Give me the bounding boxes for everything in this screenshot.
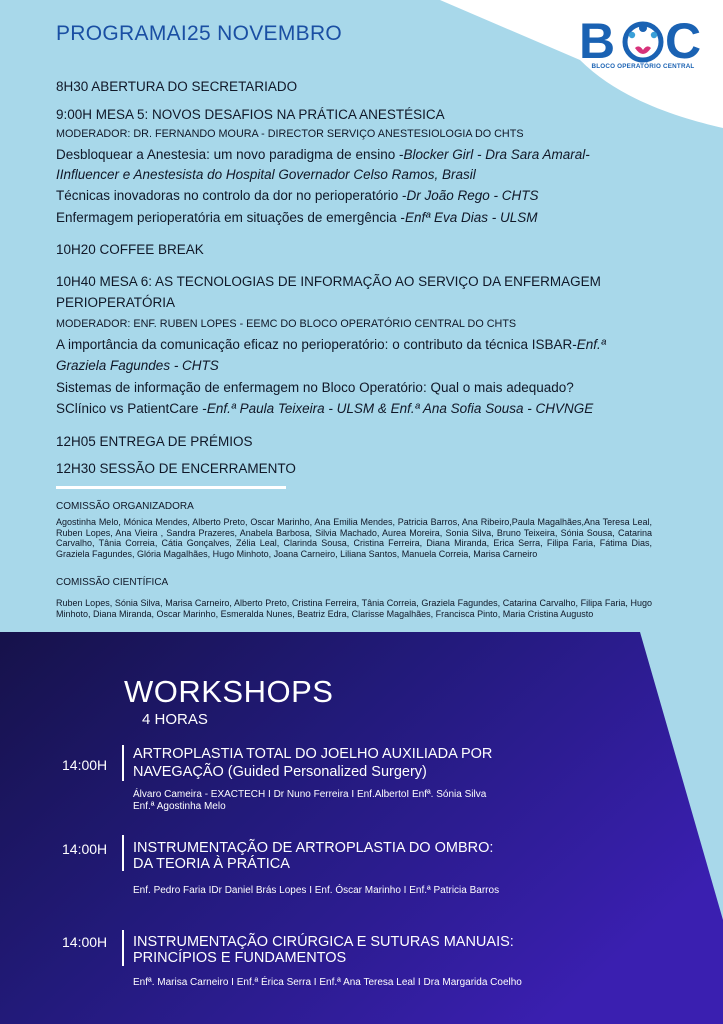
talk-5-title: SClínico vs PatientCare - bbox=[56, 401, 207, 416]
workshop-3-title-line2: PRINCÍPIOS E FUNDAMENTOS bbox=[133, 950, 347, 966]
prog-line-talk-4-cont: Graziela Fagundes - CHTS bbox=[56, 358, 219, 373]
workshop-2-bar bbox=[122, 835, 124, 871]
workshop-1-bar bbox=[122, 745, 124, 781]
prog-line-talk-4 bbox=[56, 337, 696, 352]
workshop-2-people: Enf. Pedro Faria IDr Daniel Brás Lopes I Enf. Óscar Marinho I Enf.ª Patricia Barros bbox=[133, 885, 500, 896]
talk-3-title: Enfermagem perioperatória em situações de emergência - bbox=[56, 210, 405, 225]
sci-committee-members: Ruben Lopes, Sónia Silva, Marisa Carneiro, Alberto Preto, Cristina Ferreira, Tânia Correia, Graziela Fagundes, Catarina Carvalho, Filipa Faria, Hugo Minhoto, Diana Miranda, Oscar Marinho, Esmeralda Nunes, Beatriz Edra, Clarisse Magalhães, Francisca Pinto, Maria Cristina Augusto bbox=[56, 598, 652, 619]
talk-4-title: A importância da comunicação eficaz no perioperatório: o contributo da técnica ISBAR- bbox=[56, 337, 577, 352]
talk-2-title: Técnicas inovadoras no controlo da dor no perioperatório - bbox=[56, 188, 407, 203]
prog-line-talk-3 bbox=[56, 210, 696, 225]
workshop-2-title-line1: INSTRUMENTAÇÃO DE ARTROPLASTIA DO OMBRO: bbox=[133, 840, 494, 856]
prog-line-closing: 12H30 SESSÃO DE ENCERRAMENTO bbox=[56, 461, 296, 476]
prog-line-talk-2 bbox=[56, 188, 696, 203]
page-title: PROGRAMAI25 NOVEMBRO bbox=[56, 22, 343, 45]
prog-line-talk-5: Sistemas de informação de enfermagem no Bloco Operatório: Qual o mais adequado? bbox=[56, 380, 574, 395]
workshop-2-title-line2: DA TEORIA À PRÁTICA bbox=[133, 856, 290, 872]
talk-1-title: Desbloquear a Anestesia: um novo paradigma de ensino - bbox=[56, 147, 404, 162]
section-divider bbox=[56, 486, 286, 489]
workshop-1-title-line1: ARTROPLASTIA TOTAL DO JOELHO AUXILIADA POR bbox=[133, 746, 493, 762]
prog-line-coffee: 10H20 COFFEE BREAK bbox=[56, 242, 204, 257]
workshop-3-title-line1: INSTRUMENTAÇÃO CIRÚRGICA E SUTURAS MANUAIS: bbox=[133, 934, 514, 950]
workshop-1-title-line2: NAVEGAÇÃO (Guided Personalized Surgery) bbox=[133, 764, 427, 780]
talk-4-speaker: Enf.ª bbox=[576, 337, 606, 352]
svg-text:C: C bbox=[665, 13, 702, 69]
sci-committee-title: COMISSÃO CIENTÍFICA bbox=[56, 577, 169, 588]
org-committee-title: COMISSÃO ORGANIZADORA bbox=[56, 501, 194, 512]
workshop-1-people-line2: Enf.ª Agostinha Melo bbox=[133, 801, 226, 812]
talk-5-speaker: Enf.ª Paula Teixeira - ULSM & Enf.ª Ana Sofia Sousa - CHVNGE bbox=[206, 401, 594, 416]
talk-1-speaker: Blocker Girl - Dra Sara Amaral- bbox=[403, 147, 590, 162]
prog-line-opening: 8H30 ABERTURA DO SECRETARIADO bbox=[56, 79, 298, 94]
workshops-duration: 4 HORAS bbox=[142, 711, 208, 728]
talk-3-speaker: Enfª Eva Dias - ULSM bbox=[404, 210, 538, 225]
logo-subtitle: BLOCO OPERATÓRIO CENTRAL bbox=[591, 63, 695, 70]
workshop-1-people-line1: Álvaro Cameira - EXACTECH I Dr Nuno Ferreira I Enf.AlbertoI Enfª. Sónia Silva bbox=[133, 789, 487, 800]
prog-line-talk-1 bbox=[56, 147, 696, 162]
workshop-2-time: 14:00H bbox=[62, 841, 108, 857]
prog-line-mesa6: 10H40 MESA 6: AS TECNOLOGIAS DE INFORMAÇÃO AO SERVIÇO DA ENFERMAGEM bbox=[56, 274, 601, 289]
prog-line-talk-5-cont bbox=[56, 401, 696, 416]
workshop-1-time: 14:00H bbox=[62, 757, 108, 773]
workshop-3-bar bbox=[122, 930, 124, 966]
prog-line-moderator-5: MODERADOR: DR. FERNANDO MOURA - DIRECTOR SERVIÇO ANESTESIOLOGIA DO CHTS bbox=[56, 128, 524, 140]
talk-2-speaker: Dr João Rego - CHTS bbox=[406, 188, 539, 203]
svg-text:B: B bbox=[579, 13, 616, 69]
workshop-3-people: Enfª. Marisa Carneiro I Enf.ª Érica Serra I Enf.ª Ana Teresa Leal I Dra Margarida Coelho bbox=[133, 977, 522, 988]
workshop-3-time: 14:00H bbox=[62, 934, 108, 950]
prog-line-moderator-6: MODERADOR: ENF. RUBEN LOPES - EEMC DO BLOCO OPERATÓRIO CENTRAL DO CHTS bbox=[56, 318, 517, 330]
org-committee-members: Agostinha Melo, Mónica Mendes, Alberto Preto, Oscar Marinho, Ana Emilia Mendes, Patricia Barros, Ana Ribeiro,Paula Magalhães,Ana Teresa Leal, Ruben Lopes, Ana Vieira , Sandra Prazeres, Anabela Barbosa, Silvia Machado, Aurea Moreira, Sonia Silva, Bruno Teixeira, Sónia Sousa, Catarina Carvalho, Tânia Correia, Cátia Gonçalves, Zélia Leal, Clarinda Sousa, Cristina Ferreira, Diana Miranda, Erica Serra, Filipa Faria, Fátima Dias, Graziela Fagundes, Glória Magalhães, Hugo Minhoto, Joana Carneiro, Liliana Santos, Manuela Correia, Marisa Carneiro bbox=[56, 517, 652, 559]
prog-line-mesa6-cont: PERIOPERATÓRIA bbox=[56, 295, 176, 310]
prog-line-prizes: 12H05 ENTREGA DE PRÉMIOS bbox=[56, 434, 253, 449]
workshops-title: WORKSHOPS bbox=[124, 674, 334, 709]
prog-line-talk-1-cont: IInfluencer e Anestesista do Hospital Governador Celso Ramos, Brasil bbox=[56, 167, 476, 182]
prog-line-mesa5: 9:00H MESA 5: NOVOS DESAFIOS NA PRÁTICA ANESTÉSICA bbox=[56, 107, 445, 122]
